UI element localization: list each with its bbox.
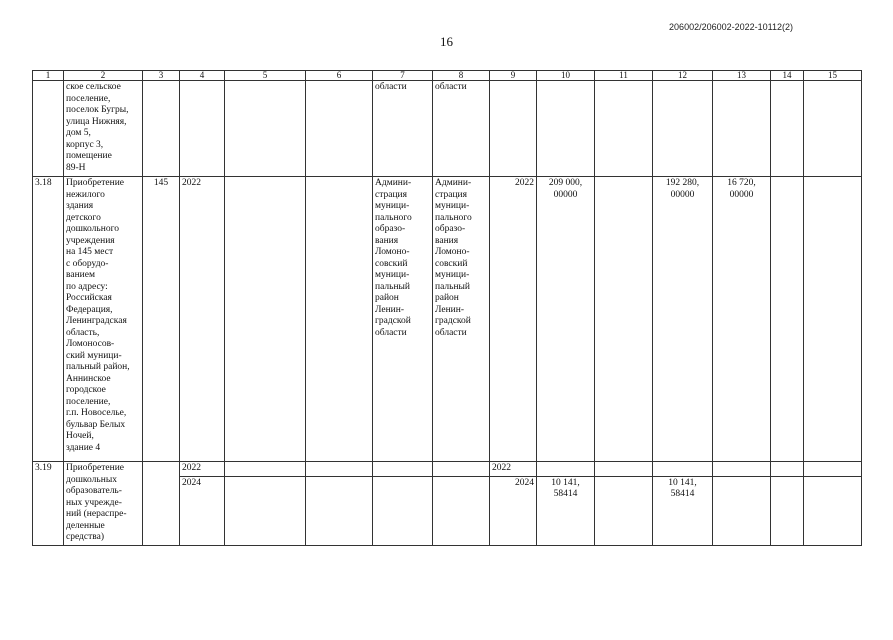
table-cell bbox=[306, 462, 373, 477]
table-cell bbox=[771, 462, 804, 477]
table-cell bbox=[771, 476, 804, 545]
table-cell bbox=[771, 81, 804, 177]
table-cell: 2022 bbox=[490, 177, 537, 462]
table-cell: Админи- страция муници- пального образо- вания Ломоно- совский муници- пальный район Ленин- градской области bbox=[373, 177, 433, 462]
table-cell bbox=[225, 476, 306, 545]
column-header: 1 bbox=[33, 71, 64, 81]
header-row bbox=[33, 71, 862, 81]
table-cell bbox=[537, 462, 595, 477]
column-header: 15 bbox=[804, 71, 862, 81]
column-header: 12 bbox=[653, 71, 713, 81]
column-header: 5 bbox=[225, 71, 306, 81]
table-cell: области bbox=[373, 81, 433, 177]
address-cell: ское сельское поселение, поселок Бугры, улица Нижняя, дом 5, корпус 3, помещение 89-Н bbox=[64, 81, 143, 177]
table-cell bbox=[373, 462, 433, 477]
table-cell bbox=[373, 476, 433, 545]
table-cell bbox=[771, 177, 804, 462]
amount-cell: 10 141, 58414 bbox=[537, 476, 595, 545]
row-number: 3.18 bbox=[33, 177, 64, 462]
document-id: 206002/206002-2022-10112(2) bbox=[669, 22, 793, 32]
column-header: 10 bbox=[537, 71, 595, 81]
table-cell: области bbox=[433, 81, 490, 177]
table-cell bbox=[143, 81, 180, 177]
table-cell bbox=[433, 462, 490, 477]
amount-cell: 16 720, 00000 bbox=[713, 177, 771, 462]
table-row bbox=[33, 81, 862, 177]
table-cell bbox=[595, 476, 653, 545]
table-cell bbox=[804, 177, 862, 462]
table-cell bbox=[653, 462, 713, 477]
table-cell: 2022 bbox=[180, 177, 225, 462]
amount-cell: 10 141, 58414 bbox=[653, 476, 713, 545]
column-header: 13 bbox=[713, 71, 771, 81]
table-cell bbox=[804, 462, 862, 477]
table-cell bbox=[804, 476, 862, 545]
column-header: 2 bbox=[64, 71, 143, 81]
amount-cell: 192 280, 00000 bbox=[653, 177, 713, 462]
table-cell: 2024 bbox=[180, 476, 225, 545]
table-row bbox=[33, 462, 862, 477]
table-cell bbox=[537, 81, 595, 177]
table-cell bbox=[490, 81, 537, 177]
table-cell bbox=[180, 81, 225, 177]
table-cell bbox=[225, 81, 306, 177]
table-cell bbox=[595, 462, 653, 477]
column-header: 3 bbox=[143, 71, 180, 81]
column-header: 9 bbox=[490, 71, 537, 81]
item-name: Приобретение нежилого здания детского дошкольного учреждения на 145 мест с оборудо- ванием по адресу: Российская Федерация, Ленинградская область, Ломоносов- ский муници- пальный район, Аннинское городское поселение, г.п. Новоселье, бульвар Белых Ночей, здание 4 bbox=[64, 177, 143, 462]
table-cell bbox=[653, 81, 713, 177]
column-header: 4 bbox=[180, 71, 225, 81]
table-cell: 2022 bbox=[490, 462, 537, 477]
table-cell: 2024 bbox=[490, 476, 537, 545]
table-cell bbox=[225, 177, 306, 462]
column-header: 7 bbox=[373, 71, 433, 81]
table-cell bbox=[713, 462, 771, 477]
table-cell bbox=[804, 81, 862, 177]
column-header: 11 bbox=[595, 71, 653, 81]
table-cell bbox=[306, 81, 373, 177]
row-number: 3.19 bbox=[33, 462, 64, 546]
amount-cell: 209 000, 00000 bbox=[537, 177, 595, 462]
table-cell: 145 bbox=[143, 177, 180, 462]
table-cell bbox=[713, 81, 771, 177]
table-cell: Админи- страция муници- пального образо- вания Ломоно- совский муници- пальный район Ленин- градской области bbox=[433, 177, 490, 462]
page-number: 16 bbox=[440, 34, 453, 49]
table-cell bbox=[595, 81, 653, 177]
table-cell bbox=[306, 476, 373, 545]
table-cell: 2022 bbox=[180, 462, 225, 477]
column-header: 14 bbox=[771, 71, 804, 81]
table-cell bbox=[713, 476, 771, 545]
table-cell bbox=[306, 177, 373, 462]
table-cell bbox=[225, 462, 306, 477]
report-table bbox=[32, 70, 862, 546]
column-header: 6 bbox=[306, 71, 373, 81]
table-row bbox=[33, 177, 862, 462]
table-cell bbox=[595, 177, 653, 462]
item-name: Приобретение дошкольных образователь- ных учрежде- ний (нераспре- деленные средства) bbox=[64, 462, 143, 546]
table-cell bbox=[433, 476, 490, 545]
column-header: 8 bbox=[433, 71, 490, 81]
table-cell bbox=[33, 81, 64, 177]
table-cell bbox=[143, 462, 180, 546]
